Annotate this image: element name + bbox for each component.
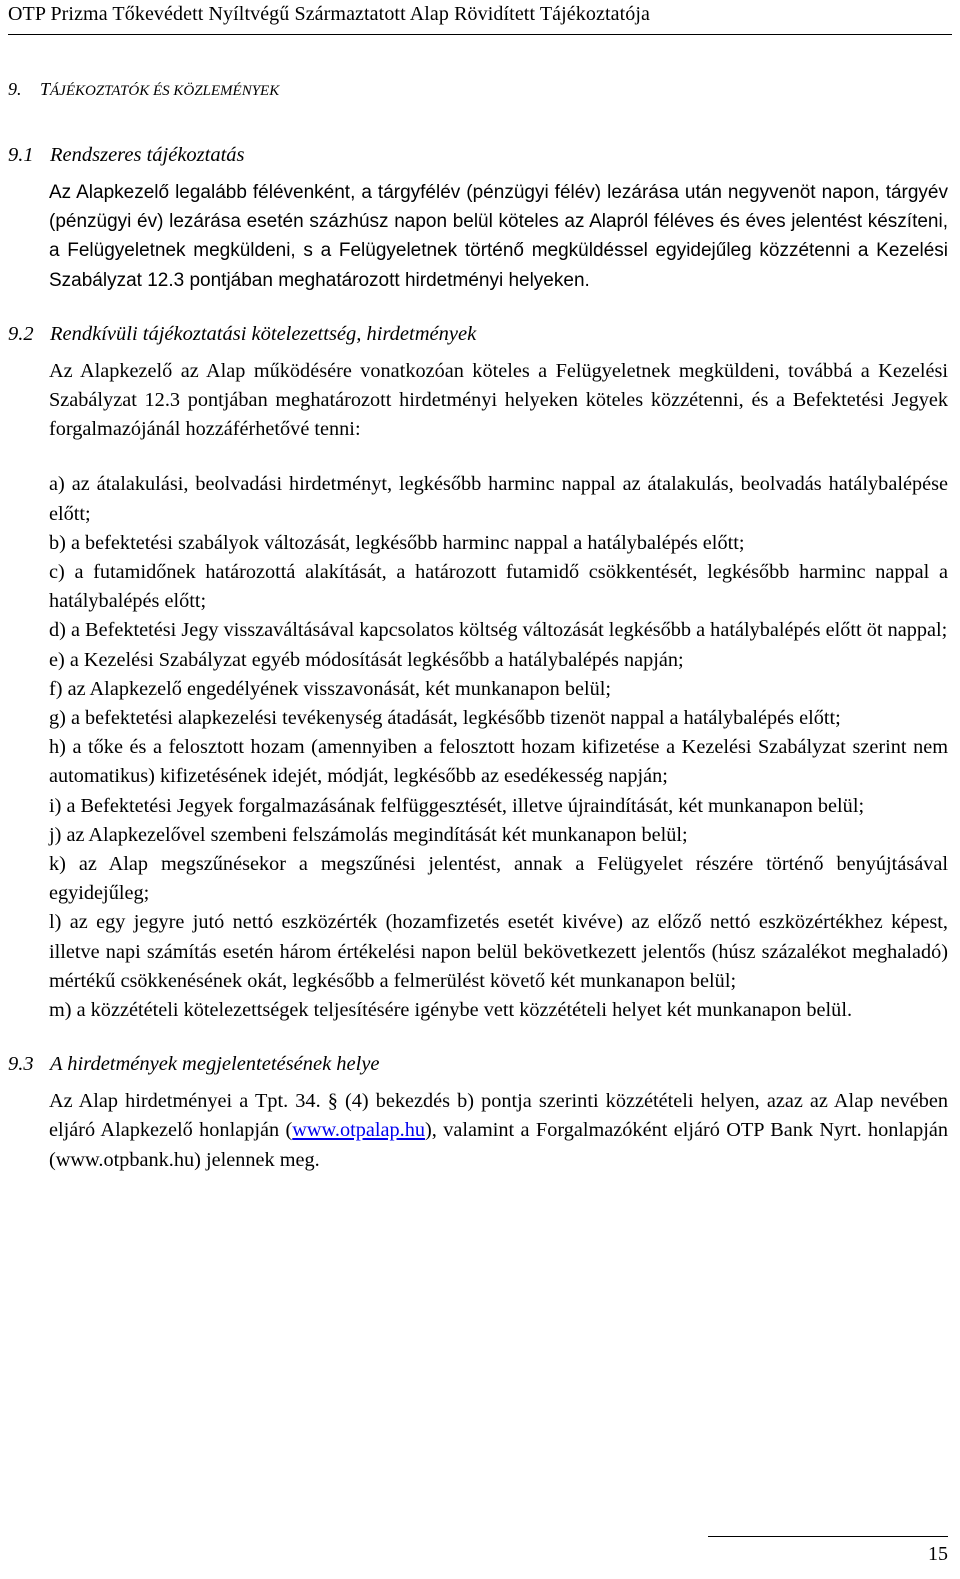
paragraph-text: ), valamint a Forgalmazóként eljáró OTP Bank Nyrt. honlapján (www.otpbank.hu) jelennek meg. — [49, 1119, 948, 1171]
list-item: g) a befektetési alapkezelési tevékenység átadását, legkésőbb tizenöt nappal a hatálybalépés előtt; — [49, 707, 841, 730]
list-item: a) az átalakulási, beolvadási hirdetményt, legkésőbb harminc nappal az átalakulás, beolvadás hatálybalépése előtt; — [49, 473, 948, 525]
header-title: OTP Prizma Tőkevédett Nyíltvégű Származtatott Alap Rövidített Tájékoztatója — [8, 3, 650, 25]
paragraph-text: Az Alap hirdetményei a Tpt. 34. § (4) bekezdés b) pontja szerinti közzétételi helyen, azaz az Alap nevében eljáró Alapkezelő honlapján ( — [49, 1090, 948, 1142]
list-item: f) az Alapkezelő engedélyének visszavonását, két munkanapon belül; — [49, 677, 612, 700]
list-item: d) a Befektetési Jegy visszaváltásával kapcsolatos költség változását legkésőbb a hatálybalépés előtt öt nappal; — [49, 619, 948, 642]
list-item: k) az Alap megszűnésekor a megszűnési jelentést, annak a Felügyelet részére történő benyújtásával egyidejűleg; — [49, 853, 948, 905]
paragraph-9-3 — [49, 1087, 948, 1175]
list-item: b) a befektetési szabályok változását, legkésőbb harminc nappal a hatálybalépés előtt; — [49, 531, 745, 554]
section-title-rest: ÁJÉKOZTATÓK ÉS KÖZLEMÉNYEK — [50, 83, 280, 99]
subsection-title: Rendkívüli tájékoztatási kötelezettség, hirdetmények — [50, 322, 477, 345]
list-item: l) az egy jegyre jutó nettó eszközérték (hozamfizetés esetét kivéve) az előző nettó eszközértékhez képest, illetve napi számítás esetén három értékelési napon belül bekövetkezett jelentős (húsz százalékot meghaladó) mértékű csökkenésének okát, legkésőbb a felmerülést követő két munkanapon belül; — [49, 911, 948, 992]
list-item: c) a futamidőnek határozottá alakítását, a határozott futamidő csökkentését, legkésőbb harminc nappal a hatálybalépés előtt; — [49, 561, 948, 613]
otpalap-link[interactable]: www.otpalap.hu — [292, 1119, 426, 1142]
list-item: m) a közzétételi kötelezettségek teljesítésére igénybe vett közzétételi helyet két munkanapon belül. — [49, 999, 853, 1022]
paragraph-9-1: Az Alapkezelő legalább félévenként, a tárgyfélév (pénzügyi félév) lezárása után negyvenöt napon, tárgyév (pénzügyi év) lezárása esetén százhúsz napon belül köteles az Alapról féléves és éves jelentést készíteni, a Felügyeletnek megküldeni, s a Felügyeletnek történő megküldéssel egyidejűleg közzétenni a Kezelési Szabályzat 12.3 pontjában meghatározott hirdetményi helyeken. — [49, 182, 948, 291]
section-heading — [8, 72, 948, 108]
subsection-number: 9.1 — [8, 144, 34, 166]
subsection-heading-9-1 — [8, 138, 948, 172]
list-item: j) az Alapkezelővel szembeni felszámolás megindítását két munkanapon belül; — [49, 823, 688, 846]
list-item: h) a tőke és a felosztott hozam (amennyiben a felosztott hozam kifizetése a Kezelési Szabályzat szerint nem automatikus) kifizetésének idejét, módját, legkésőbb az esedékesség napján; — [49, 736, 948, 788]
section-number: 9. — [8, 79, 22, 99]
subsection-title: Rendszeres tájékoztatás — [50, 144, 245, 166]
section-title-first: T — [40, 79, 51, 99]
document-body — [8, 72, 948, 1175]
list-item: i) a Befektetési Jegyek forgalmazásának felfüggesztését, illetve újraindítását, két munkanapon belül; — [49, 794, 865, 817]
subsection-title: A hirdetmények megjelentetésének helye — [50, 1053, 380, 1076]
page-number: 15 — [708, 1536, 948, 1571]
subsection-heading-9-3 — [8, 1047, 948, 1081]
list-item: e) a Kezelési Szabályzat egyéb módosítását legkésőbb a hatálybalépés napján; — [49, 648, 684, 671]
subsection-number: 9.3 — [8, 1053, 34, 1076]
subsection-heading-9-2 — [8, 317, 948, 351]
subsection-number: 9.2 — [8, 322, 34, 345]
paragraph-9-2-intro: Az Alapkezelő az Alap működésére vonatkozóan köteles a Felügyeletnek megküldeni, továbbá a Kezelési Szabályzat 12.3 pontjában meghatározott hirdetményi helyeken köteles közzétenni, és a Befektetési Jegyek forgalmazójánál hozzáférhetővé tenni: — [49, 359, 948, 441]
obligation-list — [8, 470, 948, 1025]
document-header — [8, 0, 952, 35]
